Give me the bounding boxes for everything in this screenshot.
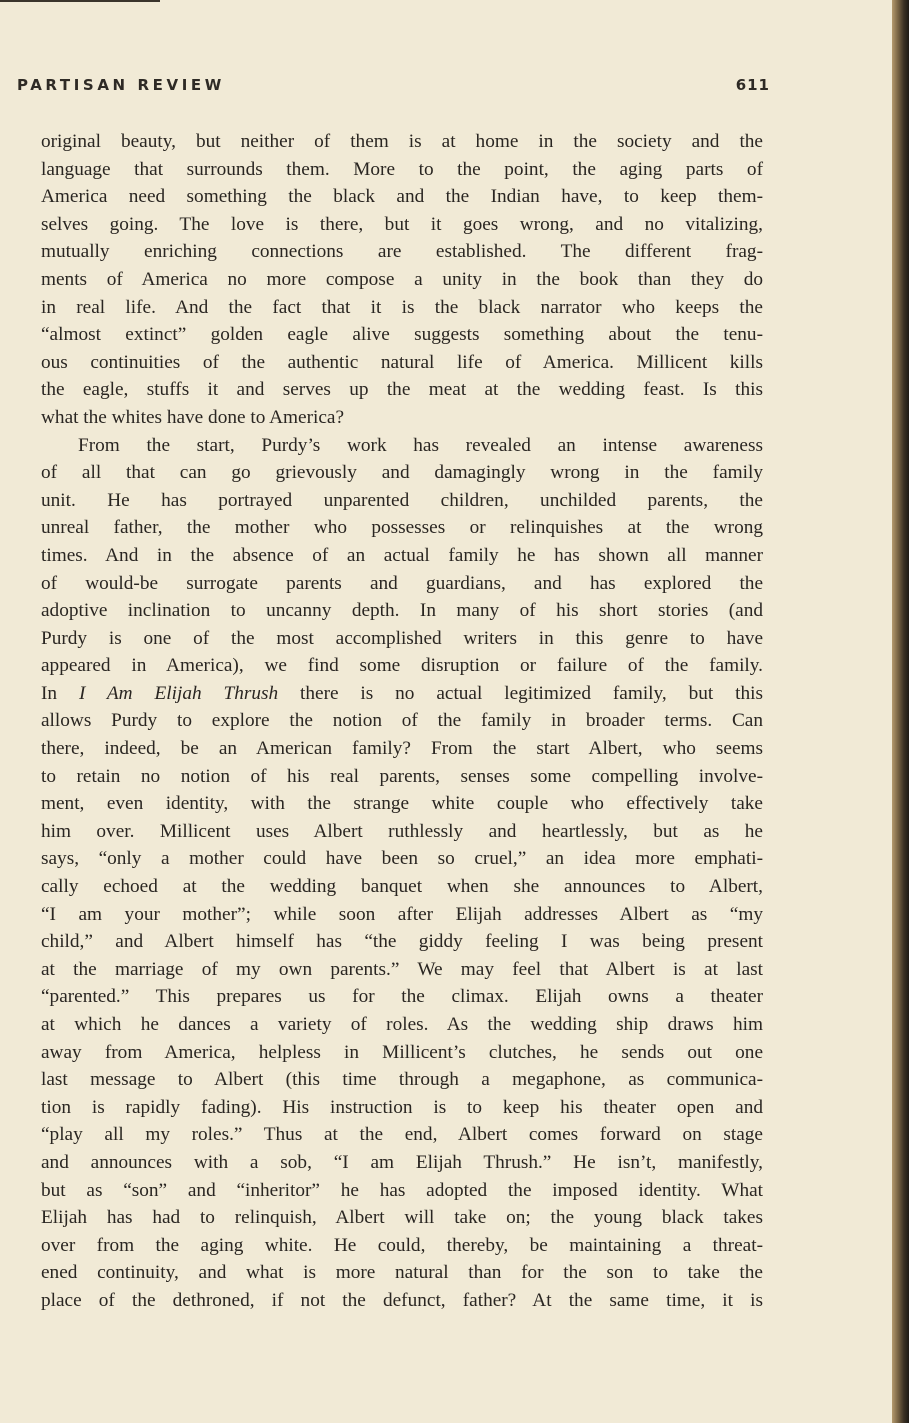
text-line: tion is rapidly fading). His instruction is to keep his theater open and [41,1096,763,1118]
text-line: ous continuities of the authentic natural life of America. Millicent kills [41,351,763,373]
page-number: 611 [735,76,770,94]
text-line: of would-be surrogate parents and guardians, and has explored the [41,572,763,594]
text-line: child,” and Albert himself has “the giddy feeling I was being present [41,931,763,953]
text-run: In [41,682,79,704]
text-line: unreal father, the mother who possesses or relinquishes at the wrong [41,517,763,539]
text-line: unit. He has portrayed unparented children, unchilded parents, the [41,489,763,511]
text-line: “parented.” This prepares us for the climax. Elijah owns a theater [41,986,763,1008]
text-line: of all that can go grievously and damagingly wrong in the family [41,462,763,484]
text-line: says, “only a mother could have been so cruel,” an idea more emphati- [41,848,763,870]
text-line: him over. Millicent uses Albert ruthlessly and heartlessly, but as he [41,820,763,842]
text-line-with-title [41,680,763,708]
text-line: times. And in the absence of an actual family he has shown all manner [41,544,763,566]
text-line: last message to Albert (this time through a megaphone, as communica- [41,1069,763,1091]
text-line: at which he dances a variety of roles. As the wedding ship draws him [41,1014,763,1035]
text-line: but as “son” and “inheritor” he has adopted the imposed identity. What [41,1179,763,1201]
text-line: selves going. The love is there, but it goes wrong, and no vitalizing, [41,213,763,235]
text-line: over from the aging white. He could, thereby, be maintaining a threat- [41,1234,763,1256]
text-line: appeared in America), we find some disruption or failure of the family. [41,655,763,677]
text-line: adoptive inclination to uncanny depth. In many of his short stories (and [41,600,763,622]
text-line: original beauty, but neither of them is at home in the society and the [41,131,763,152]
text-line: what the whites have done to America? [41,406,345,428]
text-line: America need something the black and the Indian have, to keep them- [41,186,763,208]
text-line: and announces with a sob, “I am Elijah Thrush.” He isn’t, manifestly, [41,1151,763,1173]
text-line: “play all my roles.” Thus at the end, Albert comes forward on stage [41,1124,763,1146]
paragraph-start-line: From the start, Purdy’s work has revealed an intense awareness [78,434,763,456]
text-line: away from America, helpless in Millicent’s clutches, he sends out one [41,1041,763,1063]
text-line: language that surrounds them. More to the point, the aging parts of [41,158,763,180]
text-line: in real life. And the fact that it is the black narrator who keeps the [41,296,763,318]
top-rule [0,0,160,2]
body-text [41,128,763,1315]
text-line: “I am your mother”; while soon after Elijah addresses Albert as “my [41,903,763,925]
text-line: cally echoed at the wedding banquet when she announces to Albert, [41,876,763,898]
book-title: I Am Elijah Thrush [78,682,279,704]
text-line: mutually enriching connections are established. The different frag- [41,241,763,263]
text-line: ments of America no more compose a unity in the book than they do [41,268,763,290]
text-line: place of the dethroned, if not the defunct, father? At the same time, it is [41,1289,763,1311]
text-line: there, indeed, be an American family? From the start Albert, who seems [41,738,763,760]
page-edge [892,0,909,1423]
text-run: there is no actual legitimized family, but this [278,682,763,704]
text-line: ened continuity, and what is more natural than for the son to take the [41,1262,763,1284]
text-line: at the marriage of my own parents.” We may feel that Albert is at last [41,958,763,980]
text-line: Elijah has had to relinquish, Albert will take on; the young black takes [41,1207,763,1229]
text-line: allows Purdy to explore the notion of the family in broader terms. Can [41,710,763,732]
running-head: PARTISAN REVIEW [17,76,225,94]
text-line: Purdy is one of the most accomplished writers in this genre to have [41,627,763,649]
text-line: ment, even identity, with the strange white couple who effectively take [41,793,763,815]
text-line: “almost extinct” golden eagle alive suggests something about the tenu- [41,324,763,346]
text-line: the eagle, stuffs it and serves up the meat at the wedding feast. Is this [41,379,763,401]
text-line: to retain no notion of his real parents, senses some compelling involve- [41,765,763,787]
page-header [17,76,770,100]
